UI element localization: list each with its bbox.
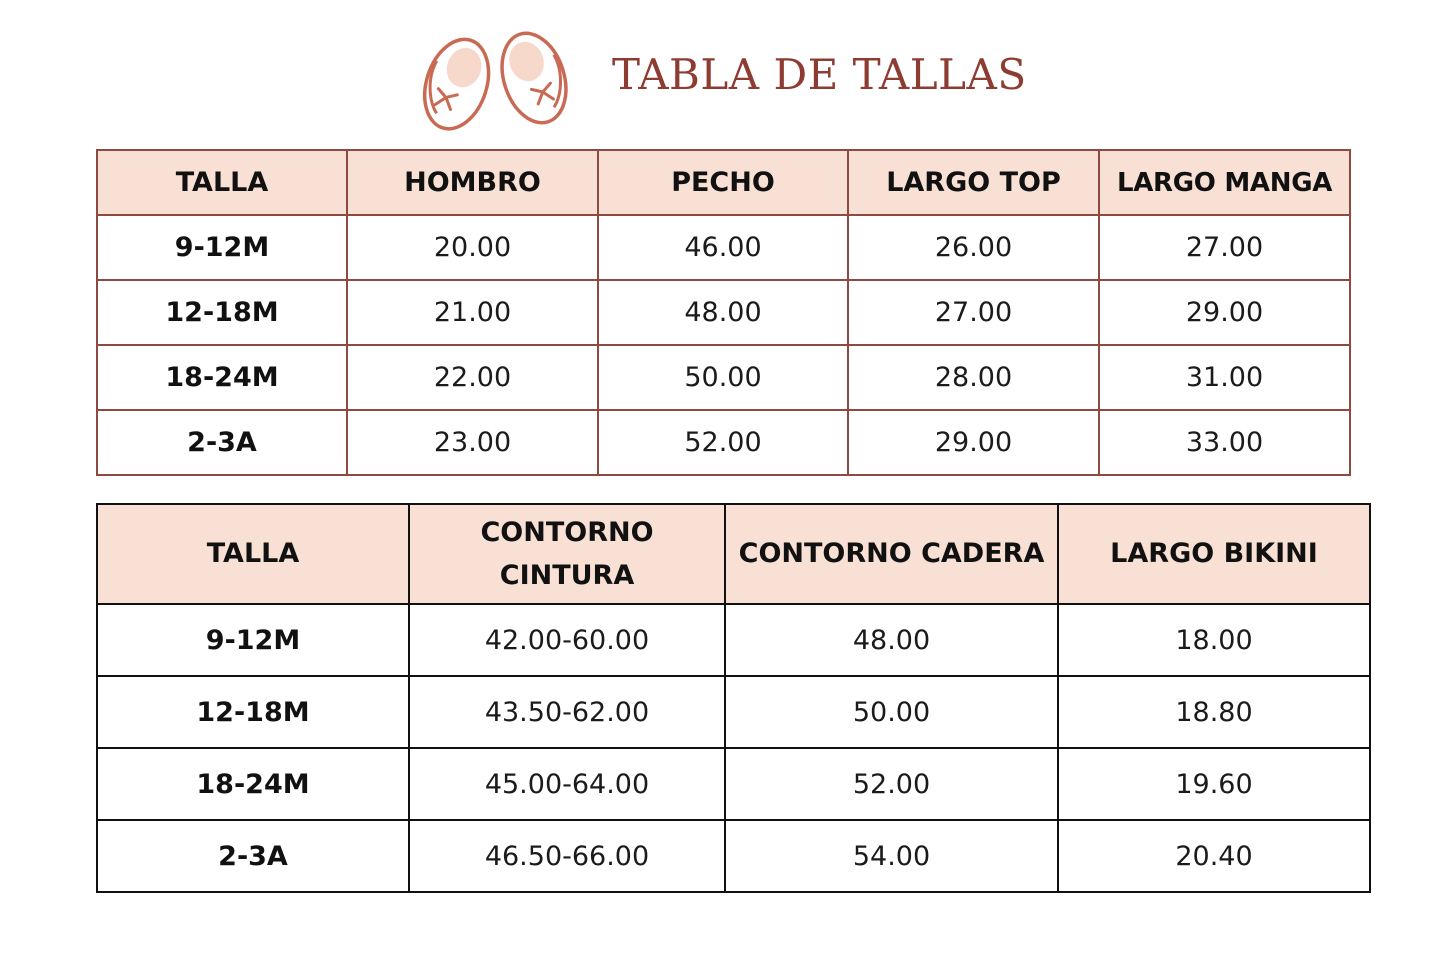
table-row [97,748,1370,820]
value-cell: 18.80 [1058,676,1370,748]
value-cell: 48.00 [598,280,848,345]
baby-shoes-icon [416,26,576,138]
size-cell: 9-12M [97,215,347,280]
table-row [97,604,1370,676]
size-cell: 18-24M [97,345,347,410]
value-cell: 23.00 [347,410,598,475]
value-cell: 29.00 [848,410,1099,475]
header-largo-manga: LARGO MANGA [1099,150,1350,215]
table-row [97,410,1350,475]
header-contorno-cadera: CONTORNO CADERA [725,504,1058,604]
value-cell: 42.00-60.00 [409,604,725,676]
value-cell: 31.00 [1099,345,1350,410]
table-header-row [97,504,1370,604]
header-largo-top: LARGO TOP [848,150,1099,215]
value-cell: 29.00 [1099,280,1350,345]
size-cell: 2-3A [97,820,409,892]
table-row [97,345,1350,410]
table-row [97,820,1370,892]
page-header [0,0,1445,140]
value-cell: 26.00 [848,215,1099,280]
header-pecho: PECHO [598,150,848,215]
table-row [97,280,1350,345]
size-table-top [96,149,1351,476]
header-talla: TALLA [97,150,347,215]
size-cell: 9-12M [97,604,409,676]
table-header-row [97,150,1350,215]
size-cell: 12-18M [97,676,409,748]
value-cell: 50.00 [598,345,848,410]
value-cell: 54.00 [725,820,1058,892]
value-cell: 52.00 [725,748,1058,820]
table-row [97,215,1350,280]
value-cell: 20.00 [347,215,598,280]
header-contorno-cintura: CONTORNO CINTURA [409,504,725,604]
value-cell: 28.00 [848,345,1099,410]
value-cell: 46.00 [598,215,848,280]
value-cell: 43.50-62.00 [409,676,725,748]
value-cell: 48.00 [725,604,1058,676]
header-largo-bikini: LARGO BIKINI [1058,504,1370,604]
header-hombro: HOMBRO [347,150,598,215]
size-cell: 18-24M [97,748,409,820]
value-cell: 45.00-64.00 [409,748,725,820]
value-cell: 19.60 [1058,748,1370,820]
value-cell: 27.00 [1099,215,1350,280]
value-cell: 27.00 [848,280,1099,345]
size-cell: 2-3A [97,410,347,475]
value-cell: 18.00 [1058,604,1370,676]
value-cell: 33.00 [1099,410,1350,475]
value-cell: 52.00 [598,410,848,475]
size-cell: 12-18M [97,280,347,345]
size-table-bottom [96,503,1371,893]
header-talla: TALLA [97,504,409,604]
value-cell: 22.00 [347,345,598,410]
value-cell: 20.40 [1058,820,1370,892]
page-title: TABLA DE TALLAS [612,50,1027,99]
value-cell: 50.00 [725,676,1058,748]
table-row [97,676,1370,748]
value-cell: 21.00 [347,280,598,345]
value-cell: 46.50-66.00 [409,820,725,892]
